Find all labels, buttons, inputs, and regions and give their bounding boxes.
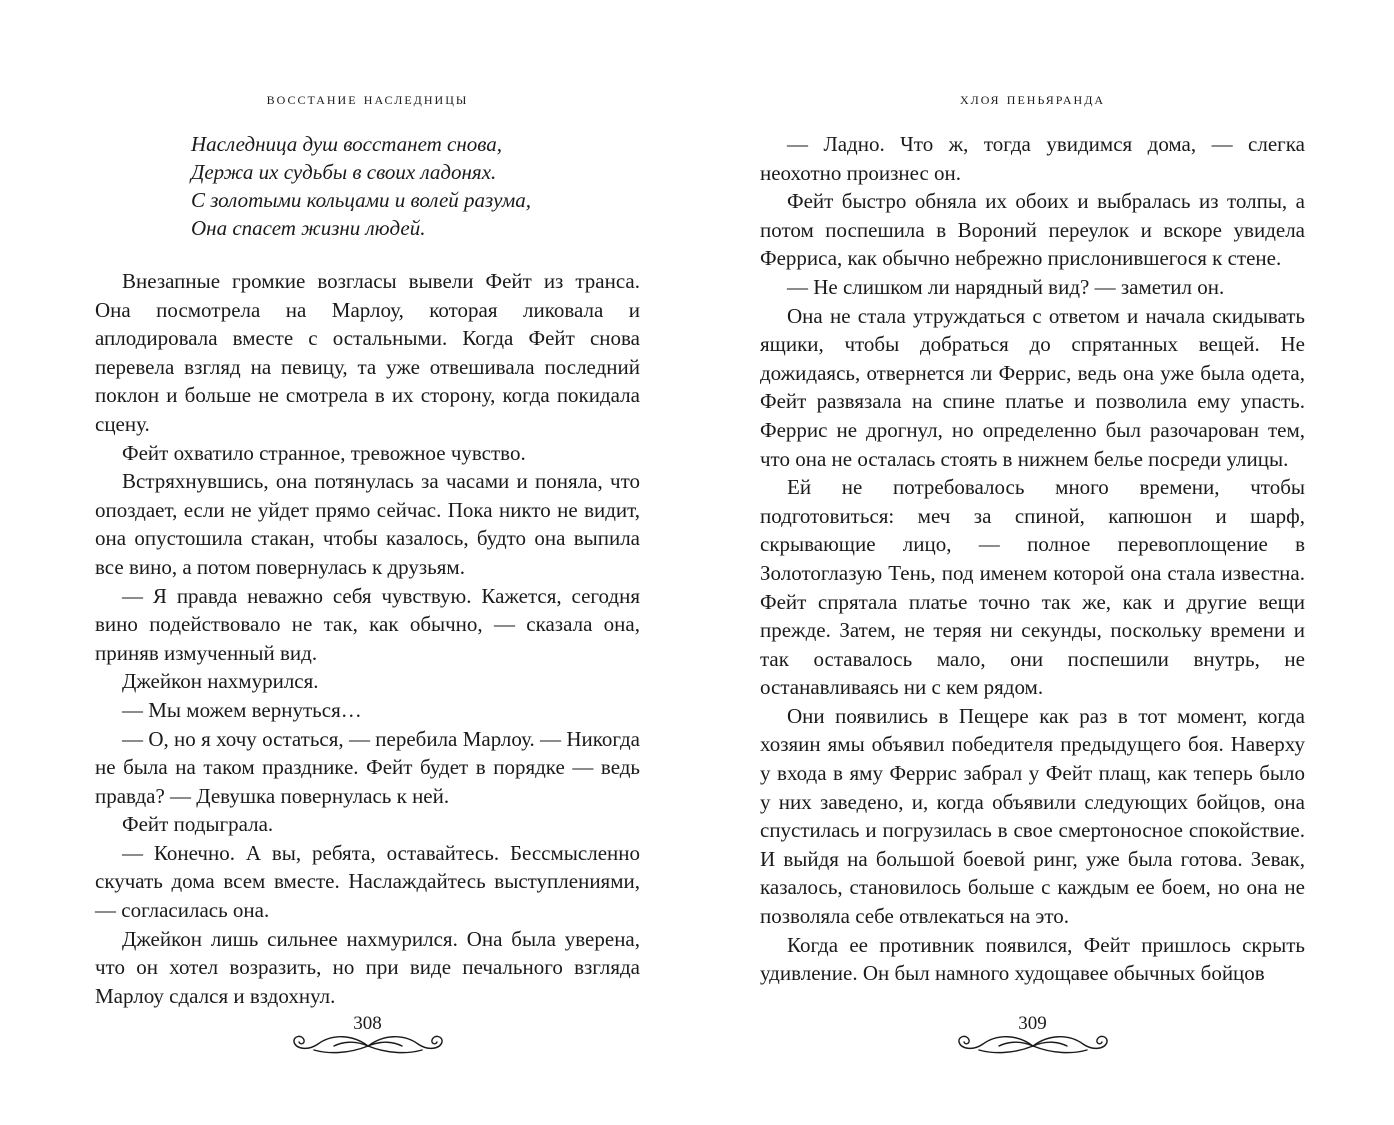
page-number-ornament-left <box>288 1010 448 1060</box>
left-page <box>95 0 640 1125</box>
paragraph: Когда ее противник появился, Фейт пришлось скрыть удивление. Он был намного худощавее обычных бойцов <box>760 932 1305 986</box>
poem-line: С золотыми кольцами и волей разума, <box>191 188 532 212</box>
paragraph: — Мы можем вернуться… <box>122 697 362 722</box>
paragraph: Встряхнувшись, она потянулась за часами и поняла, что опоздает, если не уйдет прямо сейчас. Пока никто не видит, она опустошила стакан, чтобы казалось, будто она выпила все вино, а потом повернулась к друзьям. <box>95 469 640 579</box>
page-number: 308 <box>353 1013 382 1034</box>
paragraph: — Не слишком ли нарядный вид? — заметил он. <box>787 274 1225 299</box>
paragraph: Она не стала утруждаться с ответом и начала скидывать ящики, чтобы добраться до спрятанных вещей. Не дожидаясь, отвернется ли Феррис, ведь она уже была одета, Фейт развязала на спине платье и позволила ему упасть. Феррис не дрогнул, но определенно был разочарован тем, что она не осталась стоять в нижнем белье посреди улицы. <box>760 303 1305 471</box>
paragraph: — Я правда неважно себя чувствую. Кажется, сегодня вино подействовало не так, как обычно, — сказала она, приняв измученный вид. <box>95 583 640 665</box>
page-number-ornament-right <box>953 1010 1113 1060</box>
poem-line: Наследница душ восстанет снова, <box>191 132 503 156</box>
paragraph: Джейкон нахмурился. <box>122 669 319 694</box>
paragraph: Фейт охватило странное, тревожное чувство. <box>122 440 526 465</box>
page-number: 309 <box>1018 1013 1047 1034</box>
poem-line: Она спасет жизни людей. <box>191 216 426 240</box>
paragraph: — Конечно. А вы, ребята, оставайтесь. Бессмысленно скучать дома всем вместе. Наслаждайтесь выступлениями, — согласилась она. <box>95 840 640 923</box>
epigraph-poem <box>191 130 531 242</box>
poem-line: Держа их судьбы в своих ладонях. <box>191 160 497 184</box>
right-page <box>760 0 1305 1125</box>
right-body-text <box>760 130 1305 988</box>
paragraph: Фейт подыграла. <box>122 812 274 837</box>
paragraph: Ей не потребовалось много времени, чтобы подготовиться: меч за спиной, капюшон и шарф, скрывающие лицо, — полное перевоплощение в Золотоглазую Тень, под именем которой она стала известна. Фейт спрятала платье точно так же, как и другие вещи прежде. Затем, не теряя ни секунды, поскольку времени и так оставалось мало, они поспешили внутрь, не останавливаясь ни с кем рядом. <box>760 475 1305 700</box>
running-head-right: хлоя пеньяранда <box>959 89 1106 108</box>
paragraph: — О, но я хочу остаться, — перебила Марлоу. — Никогда не была на таком празднике. Фейт будет в порядке — ведь правда? — Девушка повернулась к ней. <box>95 726 640 808</box>
paragraph: Джейкон лишь сильнее нахмурился. Она была уверена, что он хотел возразить, но при виде печального взгляда Марлоу сдался и вздохнул. <box>95 926 640 1008</box>
paragraph: Они появились в Пещере как раз в тот момент, когда хозяин ямы объявил победителя предыдущего боя. Наверху у входа в яму Феррис забрал у Фейт плащ, как теперь было у них заведено, и, когда объявили следующих бойцов, она спустилась и погрузилась в свое смертоносное спокойствие. И выйдя на большой боевой ринг, уже была готова. Зевак, казалось, становилось больше с каждым ее боем, но она не позволяла себе отвлекаться на это. <box>760 703 1305 929</box>
paragraph: Внезапные громкие возгласы вывели Фейт из транса. Она посмотрела на Марлоу, которая ликовала и аплодировала вместе с остальными. Когда Фейт снова перевела взгляд на певицу, та уже отвешивала последний поклон и больше не смотрела в их сторону, когда покидала сцену. <box>95 269 640 436</box>
running-head-left: восстание наследницы <box>266 89 469 108</box>
paragraph: Фейт быстро обняла их обоих и выбралась из толпы, а потом поспешила в Вороний переулок и вскоре увидела Ферриса, как обычно небрежно прислонившегося к стене. <box>760 189 1305 271</box>
left-body-text <box>95 267 640 1010</box>
paragraph: — Ладно. Что ж, тогда увидимся дома, — слегка неохотно произнес он. <box>760 132 1305 185</box>
